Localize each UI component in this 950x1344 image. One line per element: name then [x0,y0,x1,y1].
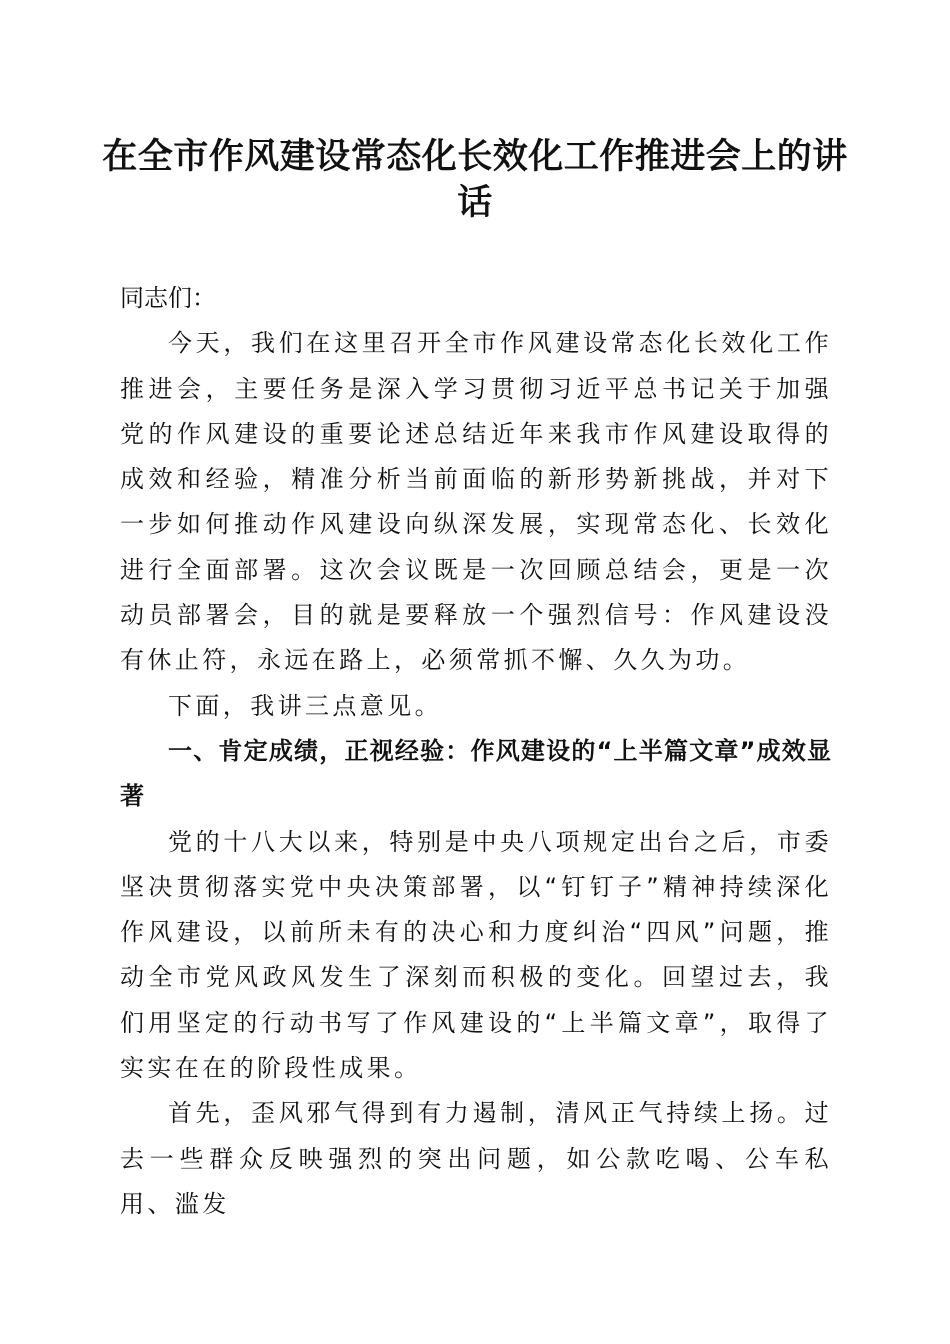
section-heading-1: 一、肯定成绩，正视经验：作风建设的“上半篇文章”成效显著 [120,736,832,811]
paragraph-intro: 今天，我们在这里召开全市作风建设常态化长效化工作推进会，主要任务是深入学习贯彻习近平总书记关于加强党的作风建设的重要论述总结近年来我市作风建设取得的成效和经验，精准分析当前面临的新形势新挑战，并对下一步如何推动作风建设向纵深发展，实现常态化、长效化进行全面部署。这次会议既是一次回顾总结会，更是一次动员部署会，目的就是要释放一个强烈信号：作风建设没有休止符，永远在路上，必须常抓不懈、久久为功。 [120,329,832,675]
document-body [120,276,832,1227]
paragraph-outline: 下面，我讲三点意见。 [168,691,442,720]
paragraph-achievements: 党的十八大以来，特别是中央八项规定出台之后，市委坚决贯彻落实党中央决策部署，以“钉钉子”精神持续深化作风建设，以前所未有的决心和力度纠治“四风”问题，推动全市党风政风发生了深刻而积极的变化。回望过去，我们用坚定的行动书写了作风建设的“上半篇文章”，取得了实实在在的阶段性成果。 [120,827,832,1083]
paragraph-first-point: 首先，歪风邪气得到有力遏制，清风正气持续上扬。过去一些群众反映强烈的突出问题，如公款吃喝、公车私用、滥发 [120,1099,832,1218]
document-title: 在全市作风建设常态化长效化工作推进会上的讲话 [102,136,848,223]
salutation: 同志们： [120,284,216,312]
